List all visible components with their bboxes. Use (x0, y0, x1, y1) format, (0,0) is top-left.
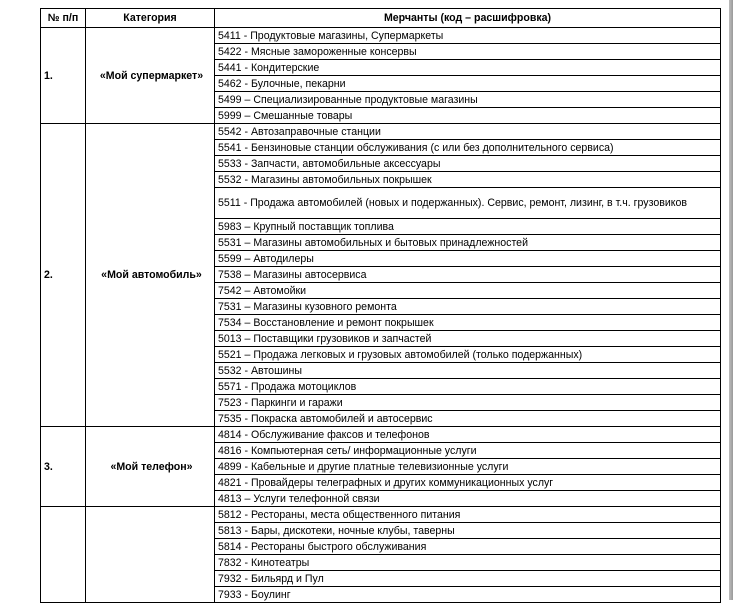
merchant-code-cell: 5422 - Мясные замороженные консервы (215, 44, 721, 60)
table-body (41, 28, 721, 603)
merchant-code-cell: 4813 – Услуги телефонной связи (215, 491, 721, 507)
merchant-code-cell: 7542 – Автомойки (215, 283, 721, 299)
merchant-code-cell: 5013 – Поставщики грузовиков и запчастей (215, 331, 721, 347)
merchant-code-cell: 7535 - Покраска автомобилей и автосервис (215, 411, 721, 427)
merchant-code-cell: 5812 - Рестораны, места общественного питания (215, 507, 721, 523)
table-row (41, 427, 721, 443)
table-row (41, 28, 721, 44)
merchant-code-cell: 5999 – Смешанные товары (215, 108, 721, 124)
category-name (86, 507, 215, 603)
row-number: 1. (41, 28, 86, 124)
merchant-code-cell: 4816 - Компьютерная сеть/ информационные услуги (215, 443, 721, 459)
merchant-code-cell: 7538 – Магазины автосервиса (215, 267, 721, 283)
header-merchants: Мерчанты (код – расшифровка) (215, 9, 721, 28)
merchant-code-cell: 5533 - Запчасти, автомобильные аксессуары (215, 156, 721, 172)
merchant-code-cell: 5531 – Магазины автомобильных и бытовых принадлежностей (215, 235, 721, 251)
merchant-code-cell: 5441 - Кондитерские (215, 60, 721, 76)
merchant-code-cell: 5532 - Автошины (215, 363, 721, 379)
merchant-code-cell: 5521 – Продажа легковых и грузовых автомобилей (только подержанных) (215, 347, 721, 363)
merchant-code-cell: 5814 - Рестораны быстрого обслуживания (215, 539, 721, 555)
merchant-code-cell: 5462 - Булочные, пекарни (215, 76, 721, 92)
merchant-code-cell: 5541 - Бензиновые станции обслуживания (с или без дополнительного сервиса) (215, 140, 721, 156)
merchant-code-cell: 7523 - Паркинги и гаражи (215, 395, 721, 411)
merchant-code-cell: 7933 - Боулинг (215, 587, 721, 603)
merchant-code-cell: 5983 – Крупный поставщик топлива (215, 219, 721, 235)
table-header-row (41, 9, 721, 28)
category-name: «Мой супермаркет» (86, 28, 215, 124)
row-number: 3. (41, 427, 86, 507)
merchant-code-cell: 4899 - Кабельные и другие платные телевизионные услуги (215, 459, 721, 475)
row-number (41, 507, 86, 603)
category-name: «Мой телефон» (86, 427, 215, 507)
merchant-code-cell: 5499 – Специализированные продуктовые магазины (215, 92, 721, 108)
merchant-code-cell: 5571 - Продажа мотоциклов (215, 379, 721, 395)
page-edge-shadow (729, 0, 733, 600)
merchant-code-cell: 7932 - Бильярд и Пул (215, 571, 721, 587)
merchant-code-cell: 7832 - Кинотеатры (215, 555, 721, 571)
merchant-code-cell: 5411 - Продуктовые магазины, Супермаркеты (215, 28, 721, 44)
merchant-code-cell: 7531 – Магазины кузовного ремонта (215, 299, 721, 315)
merchant-code-cell: 5542 - Автозаправочные станции (215, 124, 721, 140)
header-category: Категория (86, 9, 215, 28)
table-row (41, 124, 721, 140)
table-row (41, 507, 721, 523)
merchant-code-cell: 4814 - Обслуживание факсов и телефонов (215, 427, 721, 443)
category-name: «Мой автомобиль» (86, 124, 215, 427)
merchant-code-cell: 5532 - Магазины автомобильных покрышек (215, 172, 721, 188)
merchant-code-cell: 4821 - Провайдеры телеграфных и других коммуникационных услуг (215, 475, 721, 491)
header-num: № п/п (41, 9, 86, 28)
merchant-code-cell: 5599 – Автодилеры (215, 251, 721, 267)
merchant-categories-table (40, 8, 721, 603)
merchant-code-cell: 7534 – Восстановление и ремонт покрышек (215, 315, 721, 331)
merchant-code-cell: 5813 - Бары, дискотеки, ночные клубы, таверны (215, 523, 721, 539)
merchant-code-cell: 5511 - Продажа автомобилей (новых и подержанных). Сервис, ремонт, лизинг, в т.ч. грузовиков (215, 188, 721, 219)
row-number: 2. (41, 124, 86, 427)
